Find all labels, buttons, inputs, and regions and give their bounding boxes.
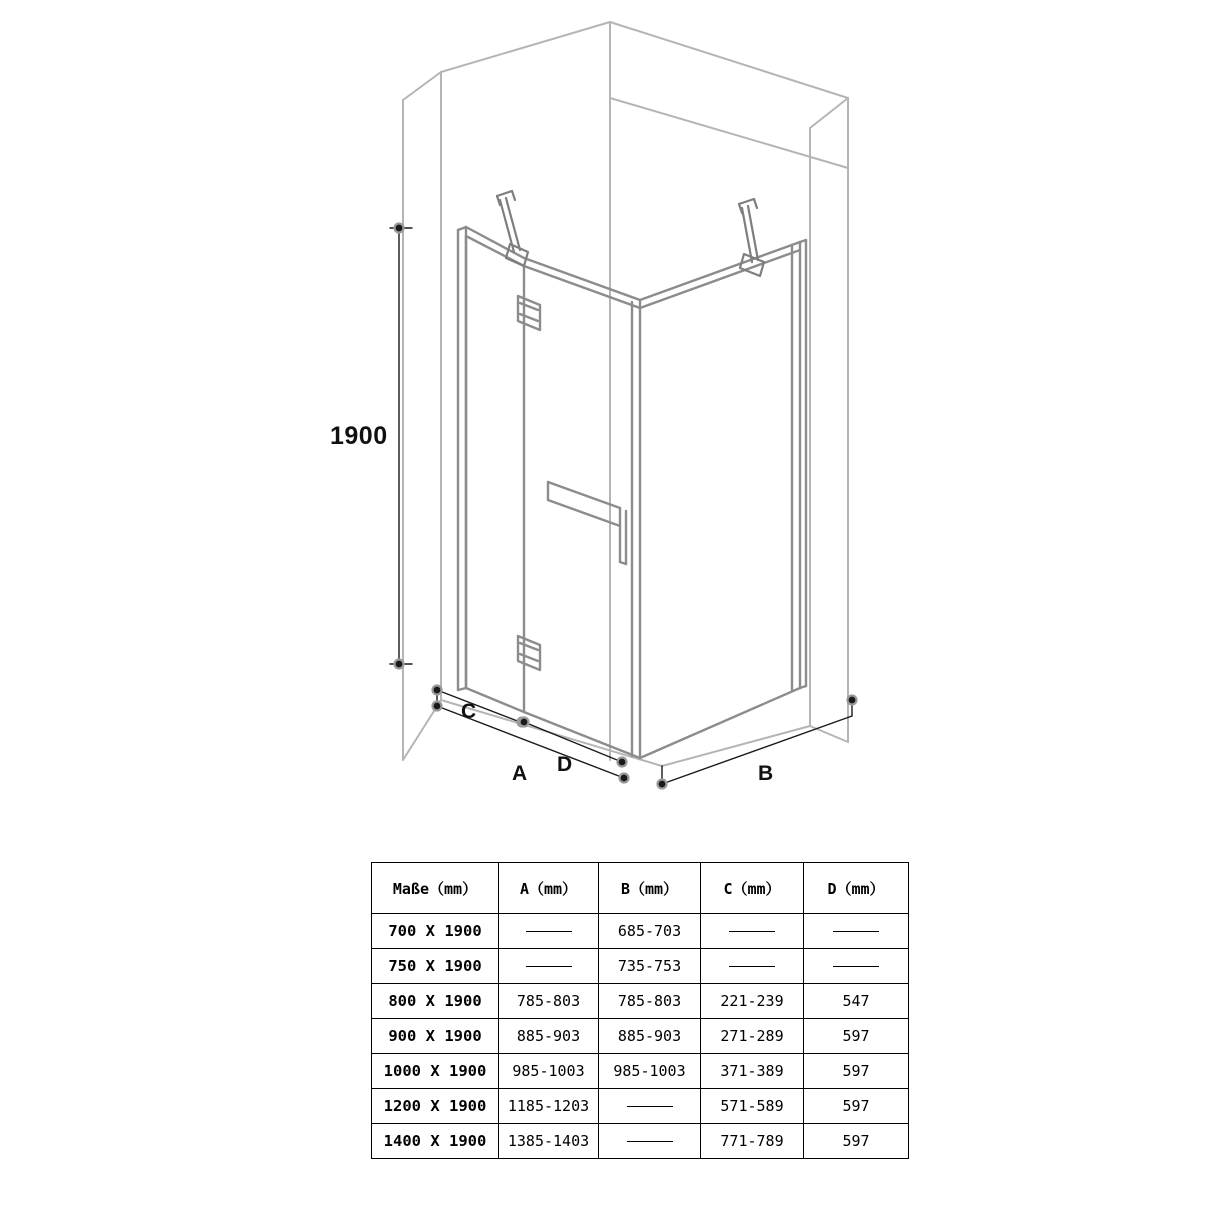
table-cell-value: [701, 949, 804, 984]
table-cell-value: 985-1003: [599, 1054, 701, 1089]
table-row: [372, 1054, 909, 1089]
empty-value-dash: [627, 1141, 673, 1142]
empty-value-dash: [833, 966, 879, 967]
table-cell-value: [499, 914, 599, 949]
empty-value-dash: [729, 966, 775, 967]
dimension-label-d: D: [557, 753, 573, 776]
table-cell-value: 1385-1403: [499, 1124, 599, 1159]
table-cell-size: 1400 X 1900: [372, 1124, 499, 1159]
table-cell-value: [599, 1089, 701, 1124]
empty-value-dash: [526, 966, 572, 967]
table-header-c: C（mm）: [701, 863, 804, 914]
table-row: [372, 1019, 909, 1054]
table-cell-value: 885-903: [599, 1019, 701, 1054]
table-header-sizes: Maße（mm）: [372, 863, 499, 914]
table-cell-value: 597: [804, 1054, 909, 1089]
table-cell-value: 597: [804, 1019, 909, 1054]
table-cell-value: 985-1003: [499, 1054, 599, 1089]
table-cell-value: 735-753: [599, 949, 701, 984]
table-cell-value: 571-589: [701, 1089, 804, 1124]
dimension-label-a: A: [512, 762, 528, 785]
empty-value-dash: [833, 931, 879, 932]
empty-value-dash: [627, 1106, 673, 1107]
spec-table: [371, 862, 909, 1159]
table-row: [372, 1124, 909, 1159]
table-row: [372, 1089, 909, 1124]
table-cell-value: [804, 949, 909, 984]
empty-value-dash: [729, 931, 775, 932]
table-cell-value: 885-903: [499, 1019, 599, 1054]
table-header-a: A（mm）: [499, 863, 599, 914]
table-cell-value: [599, 1124, 701, 1159]
table-header-b: B（mm）: [599, 863, 701, 914]
table-header-d: D（mm）: [804, 863, 909, 914]
table-cell-value: [701, 914, 804, 949]
spec-table-wrapper: [371, 862, 908, 1159]
empty-value-dash: [526, 931, 572, 932]
table-cell-value: 221-239: [701, 984, 804, 1019]
table-cell-value: 685-703: [599, 914, 701, 949]
table-cell-value: 1185-1203: [499, 1089, 599, 1124]
table-cell-value: 785-803: [499, 984, 599, 1019]
table-cell-size: 700 X 1900: [372, 914, 499, 949]
table-cell-value: 597: [804, 1124, 909, 1159]
table-cell-value: 547: [804, 984, 909, 1019]
table-cell-value: [499, 949, 599, 984]
table-cell-size: 900 X 1900: [372, 1019, 499, 1054]
table-cell-size: 1200 X 1900: [372, 1089, 499, 1124]
table-header-row: [372, 863, 909, 914]
table-cell-value: 785-803: [599, 984, 701, 1019]
dimension-label-b: B: [758, 762, 774, 785]
table-cell-value: 271-289: [701, 1019, 804, 1054]
dimension-label-c: C: [461, 700, 477, 723]
table-row: [372, 914, 909, 949]
dimension-label-height: 1900: [330, 422, 388, 450]
table-cell-value: 371-389: [701, 1054, 804, 1089]
table-cell-size: 1000 X 1900: [372, 1054, 499, 1089]
table-cell-size: 800 X 1900: [372, 984, 499, 1019]
table-cell-value: [804, 914, 909, 949]
table-cell-size: 750 X 1900: [372, 949, 499, 984]
table-cell-value: 771-789: [701, 1124, 804, 1159]
table-row: [372, 984, 909, 1019]
table-cell-value: 597: [804, 1089, 909, 1124]
table-row: [372, 949, 909, 984]
